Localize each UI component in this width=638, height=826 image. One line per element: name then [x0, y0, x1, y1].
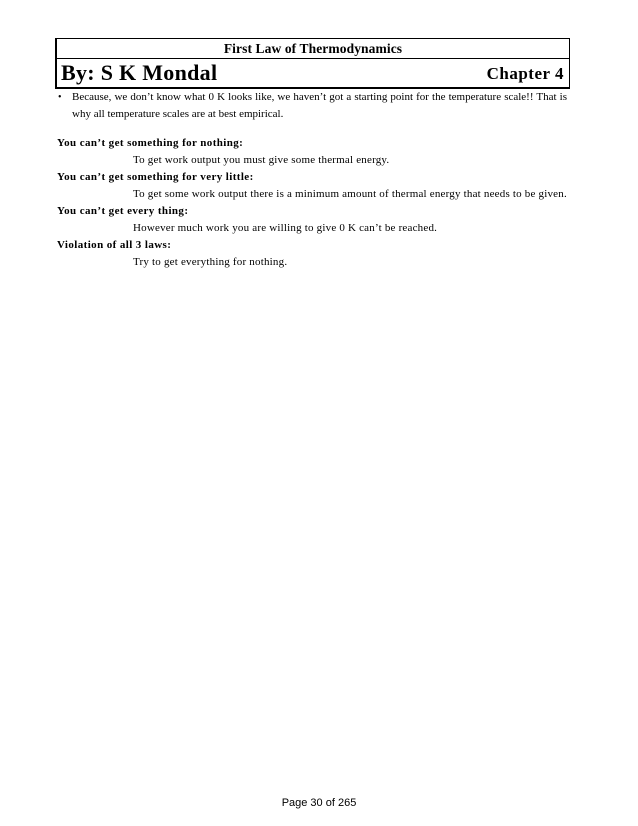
header-author: By: S K Mondal	[61, 60, 218, 85]
law-heading: Violation of all 3 laws:	[57, 239, 172, 251]
bullet-text: Because, we don’t know what 0 K looks like, we haven’t got a starting point for the temperature scale!! That is why all temperature scales are at best empirical.	[72, 91, 567, 120]
law-heading: You can’t get every thing:	[57, 205, 189, 217]
bullet-item	[57, 89, 567, 123]
law-heading: You can’t get something for very little:	[57, 171, 254, 183]
law-text: However much work you are willing to give 0 K can’t be reached.	[133, 222, 438, 234]
page-content	[57, 89, 567, 271]
law-text: To get some work output there is a minimum amount of thermal energy that needs to be given.	[133, 188, 567, 200]
page-number: Page 30 of 265	[281, 797, 357, 809]
header-box	[55, 38, 570, 89]
bullet-icon: •	[58, 92, 62, 103]
header-top-row	[57, 39, 569, 59]
law-heading: You can’t get something for nothing:	[57, 137, 244, 149]
header-chapter: Chapter 4	[486, 64, 564, 83]
spacer	[57, 123, 567, 135]
header-subject: First Law of Thermodynamics	[223, 41, 403, 56]
law-text: To get work output you must give some thermal energy.	[133, 154, 390, 166]
law-text: Try to get everything for nothing.	[133, 256, 288, 268]
